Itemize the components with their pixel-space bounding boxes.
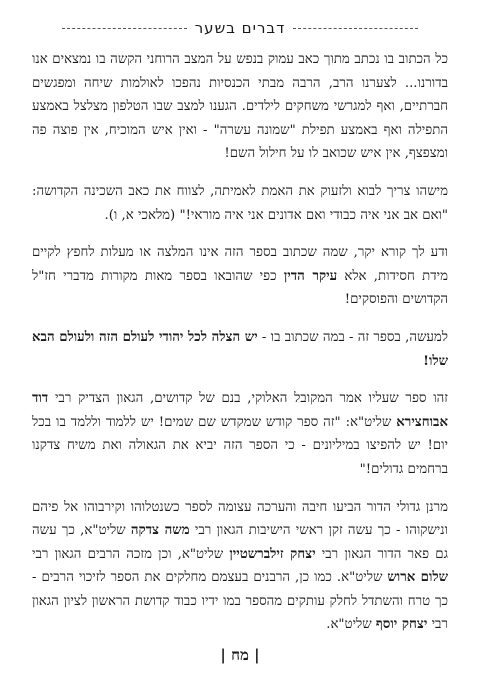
text-run: מישהו צריך לבוא ולזעוק את האמת לאמיתה, לצווח את כאב השכינה הקדושה: "ואם אב אני איה כבודי ואם אדונים אני איה מוראי!" (מלאכי א, ו). (32, 183, 448, 223)
bold-text: דוד אבוחצירא (32, 391, 448, 430)
text-run: מרנן גדולי הדור הביעו חיבה והערכה עצומה לספר כשנטלוהו וקירבוהו אל פיהם ונישקוהו - כך עשה זקן ראשי הישיבות הגאון רבי (32, 499, 448, 539)
text-run: כל הכתוב בו נכתב מתוך כאב עמוק בנפש על המצב הרוחני הקשה בו נמצאים אנו בדורנו... לצערנו הרב, הרבה מבתי הכנסיות נהפכו לאולמות שיחה ומפגשים חברתיים, ואף למגרשי משחקים לילדים. הגענו למצב שבו הטלפון מצלצל באמצע התפילה ואף באמצע תפילת "שמונה עשרה" - ואין איש המוכיח, אין פוצה פה ומצפצף, אין איש שכואב לו על חילול השם! (32, 52, 448, 162)
paragraph (32, 241, 448, 312)
header-title: דברים בשער (194, 19, 286, 37)
text-run: כפי שהובאו בספר מאות מקורות מדברי חז"ל הקדושים והפוסקים! (32, 268, 448, 308)
header-rule-right (293, 28, 418, 29)
paragraph (32, 180, 448, 227)
page-number: | מח | (220, 646, 260, 664)
body-text (32, 48, 448, 651)
text-run: למעשה, בספר זה - במה שכתוב בו - (257, 329, 449, 345)
text-run: שליט"א, וכן מזכה הרבים הגאון רבי (32, 546, 230, 562)
running-header (62, 18, 418, 38)
bold-text: יש הצלה לכל יהודי לעולם הזה ולעולם הבא שלו! (32, 329, 448, 369)
paragraph (32, 326, 448, 373)
text-run: שליט"א, כך עשה גם פאר הדור הגאון רבי (32, 523, 448, 562)
bold-text: יצחק יוסף (375, 617, 428, 633)
text-run: שליט"א: "זה ספר קודש שמקדש שם שמים! יש ללמוד וללמד בו בכל יום! יש להפיצו במיליונים - כי הספר הזה יביא את הגאולה ואת משיח צדקנו ברחמים גדולים!" (32, 414, 448, 477)
paragraph (32, 48, 448, 166)
paragraph (32, 496, 448, 638)
bold-text: משה צדקה (130, 523, 190, 539)
paragraph (32, 387, 448, 481)
text-run: זהו ספר שעליו אמר המקובל האלוקי, בנם של קדושים, הגאון הצדיק רבי (48, 391, 448, 407)
text-run: שליט"א. (326, 617, 376, 633)
text-run: שליט"א. כמו כן, הרבנים בעצמם מחלקים את הספר לזיכוי הרבים - כך טרח והשתדל לחלק עותקים מהספר במו ידיו כבוד קדושת הראשון לציון הגאון רבי (32, 570, 448, 633)
header-rule-left (62, 28, 187, 29)
bold-text: עיקר הדין (283, 268, 338, 284)
bold-text: שלום ארוש (387, 570, 448, 586)
bold-text: יצחק זילברשטיין (229, 546, 316, 562)
text-run: ודע לך קורא יקר, שמה שכתוב בספר הזה אינו המלצה או מעלות לחפץ לקיים מידת חסידות, אלא (32, 245, 448, 284)
